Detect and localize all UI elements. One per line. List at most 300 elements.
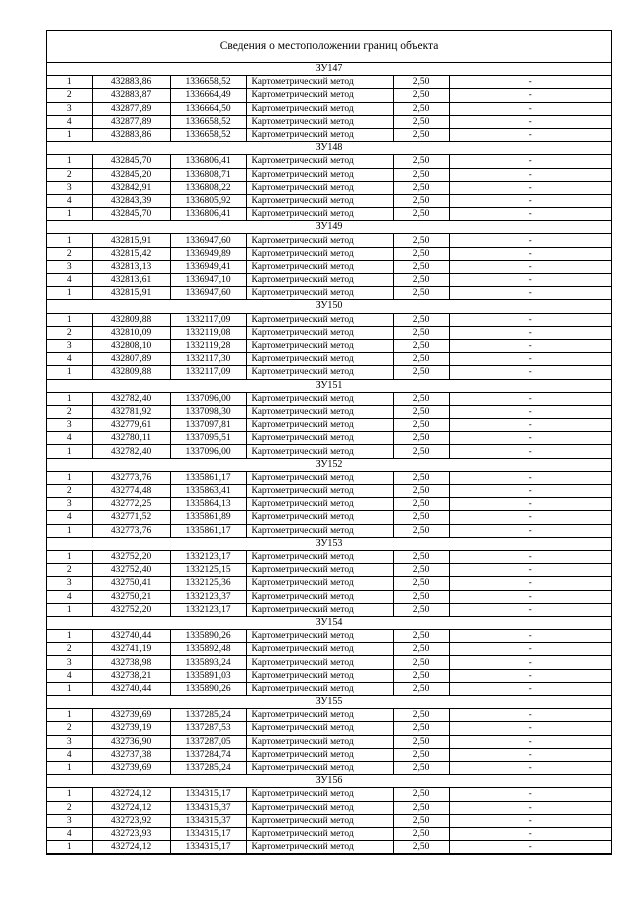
- description-cell: -: [449, 405, 611, 418]
- x-coordinate-cell: 432773,76: [92, 524, 170, 537]
- method-cell: Картометрический метод: [246, 841, 393, 854]
- table-row: [47, 234, 611, 247]
- description-cell: -: [449, 128, 611, 141]
- point-number-cell: 2: [47, 326, 92, 339]
- accuracy-cell: 2,50: [393, 748, 449, 761]
- point-number-cell: 4: [47, 194, 92, 207]
- accuracy-cell: 2,50: [393, 827, 449, 840]
- description-cell: -: [449, 260, 611, 273]
- y-coordinate-cell: 1337287,05: [170, 735, 246, 748]
- table-row: [47, 313, 611, 326]
- point-number-cell: 1: [47, 392, 92, 405]
- accuracy-cell: 2,50: [393, 76, 449, 89]
- point-number-cell: 1: [47, 709, 92, 722]
- accuracy-cell: 2,50: [393, 89, 449, 102]
- description-cell: -: [449, 550, 611, 563]
- y-coordinate-cell: 1335861,17: [170, 471, 246, 484]
- y-coordinate-cell: 1335890,26: [170, 682, 246, 695]
- group-header-row: [47, 379, 611, 392]
- point-number-cell: 4: [47, 274, 92, 287]
- x-coordinate-cell: 432813,13: [92, 260, 170, 273]
- point-number-cell: 1: [47, 841, 92, 854]
- table-row: [47, 76, 611, 89]
- y-coordinate-cell: 1334315,17: [170, 841, 246, 854]
- group-name: ЗУ156: [47, 775, 611, 788]
- point-number-cell: 1: [47, 550, 92, 563]
- point-number-cell: 1: [47, 603, 92, 616]
- description-cell: -: [449, 247, 611, 260]
- method-cell: Картометрический метод: [246, 524, 393, 537]
- x-coordinate-cell: 432809,88: [92, 366, 170, 379]
- x-coordinate-cell: 432883,86: [92, 76, 170, 89]
- description-cell: -: [449, 643, 611, 656]
- table-row: [47, 550, 611, 563]
- accuracy-cell: 2,50: [393, 485, 449, 498]
- accuracy-cell: 2,50: [393, 339, 449, 352]
- accuracy-cell: 2,50: [393, 432, 449, 445]
- method-cell: Картометрический метод: [246, 194, 393, 207]
- point-number-cell: 3: [47, 181, 92, 194]
- x-coordinate-cell: 432782,40: [92, 445, 170, 458]
- point-number-cell: 1: [47, 630, 92, 643]
- table-row: [47, 155, 611, 168]
- group-name: ЗУ152: [47, 458, 611, 471]
- description-cell: -: [449, 511, 611, 524]
- description-cell: -: [449, 630, 611, 643]
- accuracy-cell: 2,50: [393, 709, 449, 722]
- method-cell: Картометрический метод: [246, 339, 393, 352]
- table-row: [47, 603, 611, 616]
- accuracy-cell: 2,50: [393, 603, 449, 616]
- description-cell: -: [449, 76, 611, 89]
- point-number-cell: 1: [47, 208, 92, 221]
- x-coordinate-cell: 432737,38: [92, 748, 170, 761]
- method-cell: Картометрический метод: [246, 550, 393, 563]
- y-coordinate-cell: 1336658,52: [170, 76, 246, 89]
- accuracy-cell: 2,50: [393, 419, 449, 432]
- accuracy-cell: 2,50: [393, 550, 449, 563]
- y-coordinate-cell: 1332119,28: [170, 339, 246, 352]
- group-name: ЗУ153: [47, 537, 611, 550]
- accuracy-cell: 2,50: [393, 208, 449, 221]
- description-cell: -: [449, 274, 611, 287]
- description-cell: -: [449, 208, 611, 221]
- y-coordinate-cell: 1335893,24: [170, 656, 246, 669]
- x-coordinate-cell: 432807,89: [92, 353, 170, 366]
- table-row: [47, 102, 611, 115]
- y-coordinate-cell: 1332119,08: [170, 326, 246, 339]
- y-coordinate-cell: 1337095,51: [170, 432, 246, 445]
- description-cell: -: [449, 432, 611, 445]
- boundary-document: [46, 30, 612, 855]
- x-coordinate-cell: 432736,90: [92, 735, 170, 748]
- table-row: [47, 260, 611, 273]
- y-coordinate-cell: 1332125,36: [170, 577, 246, 590]
- point-number-cell: 4: [47, 590, 92, 603]
- table-row: [47, 247, 611, 260]
- x-coordinate-cell: 432815,91: [92, 287, 170, 300]
- table-row: [47, 709, 611, 722]
- table-row: [47, 194, 611, 207]
- group-name: ЗУ151: [47, 379, 611, 392]
- group-header-row: [47, 775, 611, 788]
- method-cell: Картометрический метод: [246, 287, 393, 300]
- group-name: ЗУ148: [47, 142, 611, 155]
- point-number-cell: 3: [47, 498, 92, 511]
- method-cell: Картометрический метод: [246, 590, 393, 603]
- description-cell: -: [449, 471, 611, 484]
- point-number-cell: 3: [47, 339, 92, 352]
- description-cell: -: [449, 682, 611, 695]
- method-cell: Картометрический метод: [246, 208, 393, 221]
- y-coordinate-cell: 1335863,41: [170, 485, 246, 498]
- accuracy-cell: 2,50: [393, 564, 449, 577]
- table-row: [47, 405, 611, 418]
- point-number-cell: 1: [47, 524, 92, 537]
- method-cell: Картометрический метод: [246, 392, 393, 405]
- y-coordinate-cell: 1332123,37: [170, 590, 246, 603]
- x-coordinate-cell: 432724,12: [92, 788, 170, 801]
- x-coordinate-cell: 432845,20: [92, 168, 170, 181]
- point-number-cell: 1: [47, 313, 92, 326]
- point-number-cell: 3: [47, 735, 92, 748]
- description-cell: -: [449, 181, 611, 194]
- table-row: [47, 128, 611, 141]
- y-coordinate-cell: 1332123,17: [170, 603, 246, 616]
- table-row: [47, 274, 611, 287]
- x-coordinate-cell: 432750,21: [92, 590, 170, 603]
- point-number-cell: 4: [47, 669, 92, 682]
- point-number-cell: 1: [47, 471, 92, 484]
- method-cell: Картометрический метод: [246, 564, 393, 577]
- x-coordinate-cell: 432723,93: [92, 827, 170, 840]
- accuracy-cell: 2,50: [393, 326, 449, 339]
- x-coordinate-cell: 432810,09: [92, 326, 170, 339]
- point-number-cell: 2: [47, 801, 92, 814]
- table-row: [47, 511, 611, 524]
- method-cell: Картометрический метод: [246, 827, 393, 840]
- point-number-cell: 1: [47, 155, 92, 168]
- x-coordinate-cell: 432724,12: [92, 801, 170, 814]
- table-row: [47, 590, 611, 603]
- group-name: ЗУ155: [47, 696, 611, 709]
- method-cell: Картометрический метод: [246, 234, 393, 247]
- point-number-cell: 1: [47, 761, 92, 774]
- table-row: [47, 669, 611, 682]
- point-number-cell: 2: [47, 168, 92, 181]
- table-row: [47, 630, 611, 643]
- table-row: [47, 564, 611, 577]
- point-number-cell: 2: [47, 643, 92, 656]
- description-cell: -: [449, 827, 611, 840]
- accuracy-cell: 2,50: [393, 405, 449, 418]
- accuracy-cell: 2,50: [393, 577, 449, 590]
- y-coordinate-cell: 1336947,60: [170, 287, 246, 300]
- accuracy-cell: 2,50: [393, 366, 449, 379]
- method-cell: Картометрический метод: [246, 353, 393, 366]
- x-coordinate-cell: 432813,61: [92, 274, 170, 287]
- description-cell: -: [449, 339, 611, 352]
- accuracy-cell: 2,50: [393, 260, 449, 273]
- method-cell: Картометрический метод: [246, 260, 393, 273]
- point-number-cell: 4: [47, 115, 92, 128]
- x-coordinate-cell: 432883,87: [92, 89, 170, 102]
- point-number-cell: 1: [47, 445, 92, 458]
- description-cell: -: [449, 498, 611, 511]
- accuracy-cell: 2,50: [393, 788, 449, 801]
- x-coordinate-cell: 432883,86: [92, 128, 170, 141]
- x-coordinate-cell: 432780,11: [92, 432, 170, 445]
- x-coordinate-cell: 432739,69: [92, 761, 170, 774]
- x-coordinate-cell: 432723,92: [92, 814, 170, 827]
- method-cell: Картометрический метод: [246, 366, 393, 379]
- group-header-row: [47, 537, 611, 550]
- group-name: ЗУ147: [47, 63, 611, 76]
- method-cell: Картометрический метод: [246, 128, 393, 141]
- document-title: Сведения о местоположении границ объекта: [47, 31, 611, 63]
- table-row: [47, 524, 611, 537]
- table-row: [47, 485, 611, 498]
- accuracy-cell: 2,50: [393, 274, 449, 287]
- x-coordinate-cell: 432752,20: [92, 550, 170, 563]
- table-row: [47, 841, 611, 854]
- y-coordinate-cell: 1336808,22: [170, 181, 246, 194]
- x-coordinate-cell: 432781,92: [92, 405, 170, 418]
- point-number-cell: 2: [47, 89, 92, 102]
- x-coordinate-cell: 432809,88: [92, 313, 170, 326]
- description-cell: -: [449, 590, 611, 603]
- table-row: [47, 801, 611, 814]
- y-coordinate-cell: 1334315,37: [170, 814, 246, 827]
- point-number-cell: 4: [47, 353, 92, 366]
- table-row: [47, 761, 611, 774]
- accuracy-cell: 2,50: [393, 115, 449, 128]
- table-row: [47, 498, 611, 511]
- table-row: [47, 419, 611, 432]
- point-number-cell: 1: [47, 682, 92, 695]
- point-number-cell: 2: [47, 485, 92, 498]
- y-coordinate-cell: 1335864,13: [170, 498, 246, 511]
- accuracy-cell: 2,50: [393, 247, 449, 260]
- y-coordinate-cell: 1336949,41: [170, 260, 246, 273]
- method-cell: Картометрический метод: [246, 419, 393, 432]
- description-cell: -: [449, 419, 611, 432]
- x-coordinate-cell: 432724,12: [92, 841, 170, 854]
- point-number-cell: 3: [47, 577, 92, 590]
- description-cell: -: [449, 194, 611, 207]
- method-cell: Картометрический метод: [246, 788, 393, 801]
- accuracy-cell: 2,50: [393, 814, 449, 827]
- table-row: [47, 643, 611, 656]
- method-cell: Картометрический метод: [246, 274, 393, 287]
- point-number-cell: 3: [47, 102, 92, 115]
- x-coordinate-cell: 432739,69: [92, 709, 170, 722]
- x-coordinate-cell: 432774,48: [92, 485, 170, 498]
- description-cell: -: [449, 366, 611, 379]
- accuracy-cell: 2,50: [393, 181, 449, 194]
- x-coordinate-cell: 432740,44: [92, 682, 170, 695]
- y-coordinate-cell: 1335891,03: [170, 669, 246, 682]
- y-coordinate-cell: 1337098,30: [170, 405, 246, 418]
- table-row: [47, 168, 611, 181]
- y-coordinate-cell: 1336808,71: [170, 168, 246, 181]
- method-cell: Картометрический метод: [246, 577, 393, 590]
- x-coordinate-cell: 432773,76: [92, 471, 170, 484]
- accuracy-cell: 2,50: [393, 630, 449, 643]
- point-number-cell: 1: [47, 366, 92, 379]
- x-coordinate-cell: 432779,61: [92, 419, 170, 432]
- point-number-cell: 3: [47, 419, 92, 432]
- y-coordinate-cell: 1337284,74: [170, 748, 246, 761]
- accuracy-cell: 2,50: [393, 194, 449, 207]
- table-row: [47, 89, 611, 102]
- accuracy-cell: 2,50: [393, 234, 449, 247]
- accuracy-cell: 2,50: [393, 761, 449, 774]
- table-row: [47, 827, 611, 840]
- point-number-cell: 1: [47, 234, 92, 247]
- description-cell: -: [449, 761, 611, 774]
- table-row: [47, 748, 611, 761]
- table-row: [47, 339, 611, 352]
- group-name: ЗУ154: [47, 616, 611, 629]
- table-row: [47, 577, 611, 590]
- method-cell: Картометрический метод: [246, 115, 393, 128]
- y-coordinate-cell: 1332117,09: [170, 313, 246, 326]
- method-cell: Картометрический метод: [246, 89, 393, 102]
- point-number-cell: 3: [47, 656, 92, 669]
- point-number-cell: 3: [47, 814, 92, 827]
- table-row: [47, 735, 611, 748]
- y-coordinate-cell: 1336806,41: [170, 208, 246, 221]
- coordinates-table: [47, 63, 611, 854]
- method-cell: Картометрический метод: [246, 168, 393, 181]
- x-coordinate-cell: 432782,40: [92, 392, 170, 405]
- group-header-row: [47, 63, 611, 76]
- description-cell: -: [449, 445, 611, 458]
- description-cell: -: [449, 735, 611, 748]
- accuracy-cell: 2,50: [393, 511, 449, 524]
- description-cell: -: [449, 656, 611, 669]
- y-coordinate-cell: 1334315,17: [170, 788, 246, 801]
- description-cell: -: [449, 564, 611, 577]
- accuracy-cell: 2,50: [393, 498, 449, 511]
- method-cell: Картометрический метод: [246, 247, 393, 260]
- table-row: [47, 392, 611, 405]
- accuracy-cell: 2,50: [393, 669, 449, 682]
- description-cell: -: [449, 89, 611, 102]
- method-cell: Картометрический метод: [246, 181, 393, 194]
- method-cell: Картометрический метод: [246, 761, 393, 774]
- method-cell: Картометрический метод: [246, 748, 393, 761]
- description-cell: -: [449, 155, 611, 168]
- description-cell: -: [449, 748, 611, 761]
- description-cell: -: [449, 115, 611, 128]
- accuracy-cell: 2,50: [393, 353, 449, 366]
- table-row: [47, 181, 611, 194]
- description-cell: -: [449, 603, 611, 616]
- y-coordinate-cell: 1334315,37: [170, 801, 246, 814]
- table-row: [47, 722, 611, 735]
- group-name: ЗУ149: [47, 221, 611, 234]
- group-header-row: [47, 616, 611, 629]
- y-coordinate-cell: 1336658,52: [170, 128, 246, 141]
- point-number-cell: 4: [47, 511, 92, 524]
- point-number-cell: 4: [47, 748, 92, 761]
- accuracy-cell: 2,50: [393, 735, 449, 748]
- x-coordinate-cell: 432877,89: [92, 102, 170, 115]
- description-cell: -: [449, 287, 611, 300]
- y-coordinate-cell: 1337096,00: [170, 392, 246, 405]
- y-coordinate-cell: 1336658,52: [170, 115, 246, 128]
- point-number-cell: 4: [47, 432, 92, 445]
- accuracy-cell: 2,50: [393, 841, 449, 854]
- accuracy-cell: 2,50: [393, 524, 449, 537]
- x-coordinate-cell: 432877,89: [92, 115, 170, 128]
- method-cell: Картометрический метод: [246, 603, 393, 616]
- method-cell: Картометрический метод: [246, 498, 393, 511]
- accuracy-cell: 2,50: [393, 445, 449, 458]
- x-coordinate-cell: 432815,42: [92, 247, 170, 260]
- description-cell: -: [449, 722, 611, 735]
- group-header-row: [47, 300, 611, 313]
- x-coordinate-cell: 432815,91: [92, 234, 170, 247]
- accuracy-cell: 2,50: [393, 471, 449, 484]
- point-number-cell: 2: [47, 247, 92, 260]
- y-coordinate-cell: 1336805,92: [170, 194, 246, 207]
- method-cell: Картометрический метод: [246, 471, 393, 484]
- description-cell: -: [449, 669, 611, 682]
- accuracy-cell: 2,50: [393, 392, 449, 405]
- group-header-row: [47, 458, 611, 471]
- y-coordinate-cell: 1337285,24: [170, 761, 246, 774]
- y-coordinate-cell: 1332125,15: [170, 564, 246, 577]
- point-number-cell: 1: [47, 287, 92, 300]
- method-cell: Картометрический метод: [246, 405, 393, 418]
- description-cell: -: [449, 326, 611, 339]
- y-coordinate-cell: 1337097,81: [170, 419, 246, 432]
- description-cell: -: [449, 485, 611, 498]
- table-row: [47, 656, 611, 669]
- table-row: [47, 326, 611, 339]
- x-coordinate-cell: 432845,70: [92, 208, 170, 221]
- y-coordinate-cell: 1336947,10: [170, 274, 246, 287]
- x-coordinate-cell: 432842,91: [92, 181, 170, 194]
- accuracy-cell: 2,50: [393, 722, 449, 735]
- table-row: [47, 471, 611, 484]
- y-coordinate-cell: 1336806,41: [170, 155, 246, 168]
- group-header-row: [47, 696, 611, 709]
- description-cell: -: [449, 102, 611, 115]
- group-header-row: [47, 142, 611, 155]
- x-coordinate-cell: 432750,41: [92, 577, 170, 590]
- method-cell: Картометрический метод: [246, 801, 393, 814]
- point-number-cell: 4: [47, 827, 92, 840]
- point-number-cell: 1: [47, 788, 92, 801]
- y-coordinate-cell: 1332117,09: [170, 366, 246, 379]
- point-number-cell: 1: [47, 76, 92, 89]
- accuracy-cell: 2,50: [393, 168, 449, 181]
- point-number-cell: 2: [47, 722, 92, 735]
- description-cell: -: [449, 168, 611, 181]
- y-coordinate-cell: 1332123,17: [170, 550, 246, 563]
- accuracy-cell: 2,50: [393, 128, 449, 141]
- x-coordinate-cell: 432771,52: [92, 511, 170, 524]
- y-coordinate-cell: 1337285,24: [170, 709, 246, 722]
- method-cell: Картометрический метод: [246, 313, 393, 326]
- description-cell: -: [449, 313, 611, 326]
- method-cell: Картометрический метод: [246, 76, 393, 89]
- group-header-row: [47, 221, 611, 234]
